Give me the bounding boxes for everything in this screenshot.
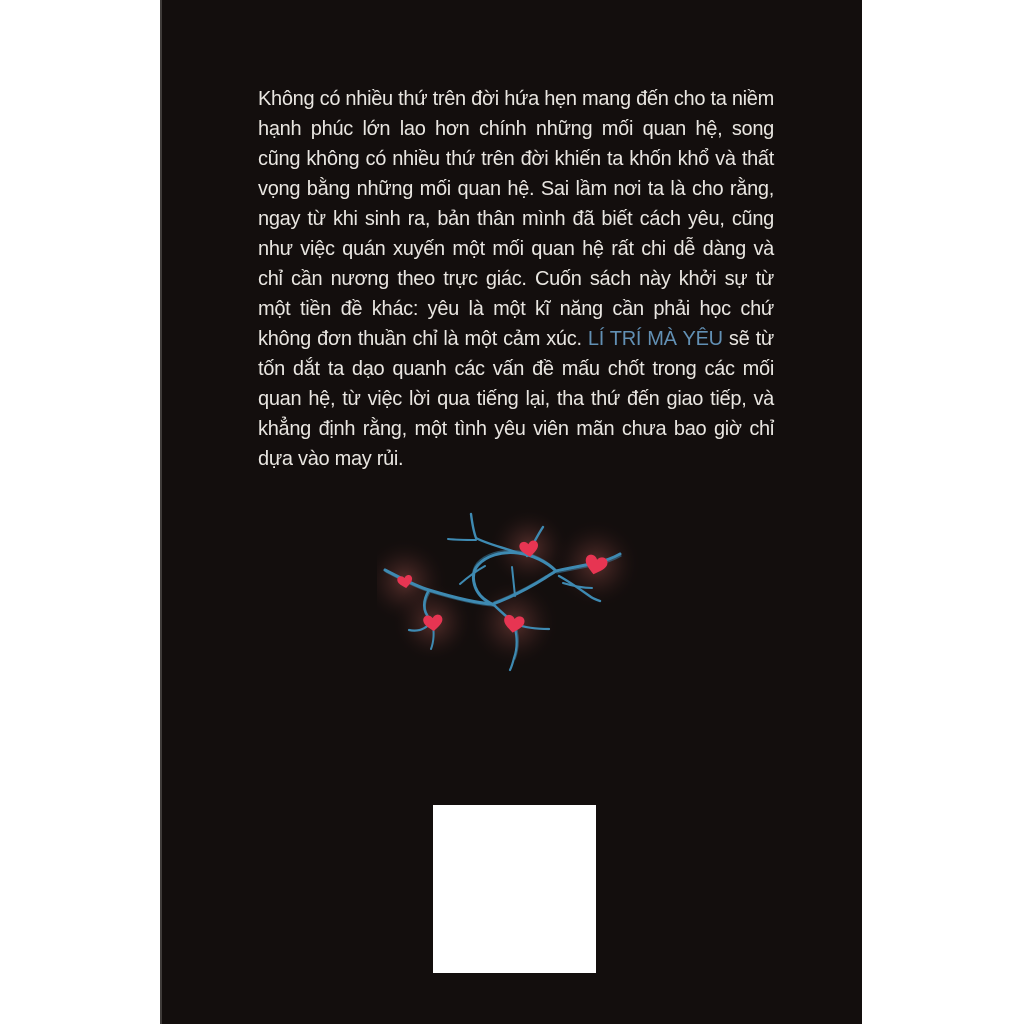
barcode-placeholder bbox=[433, 805, 596, 973]
book-title-text: LÍ TRÍ MÀ YÊU bbox=[587, 328, 723, 350]
branch-hearts-illustration bbox=[377, 500, 667, 700]
back-cover bbox=[160, 0, 862, 1024]
synopsis-part-2: sẽ từ tốn dắt ta dạo quanh các vấn đề mấu chốt trong các mối quan hệ, từ việc lời qua tiếng lại, tha thứ đến giao tiếp, và khẳng định rằng, một tình yêu viên mãn chưa bao giờ chỉ dựa vào may rủi. bbox=[258, 328, 774, 470]
synopsis-part-1: Không có nhiều thứ trên đời hứa hẹn mang đến cho ta niềm hạnh phúc lớn lao hơn chính những mối quan hệ, song cũng không có nhiều thứ trên đời khiến ta khốn khổ và thất vọng bằng những mối quan hệ. Sai lầm nơi ta là cho rằng, ngay từ khi sinh ra, bản thân mình đã biết cách yêu, cũng như việc quán xuyến một mối quan hệ rất chi dễ dàng và chỉ cần nương theo trực giác. Cuốn sách này khởi sự từ một tiền đề khác: yêu là một kĩ năng cần phải học chứ không đơn thuần chỉ là một cảm xúc. bbox=[258, 88, 774, 350]
synopsis-paragraph bbox=[258, 84, 774, 474]
